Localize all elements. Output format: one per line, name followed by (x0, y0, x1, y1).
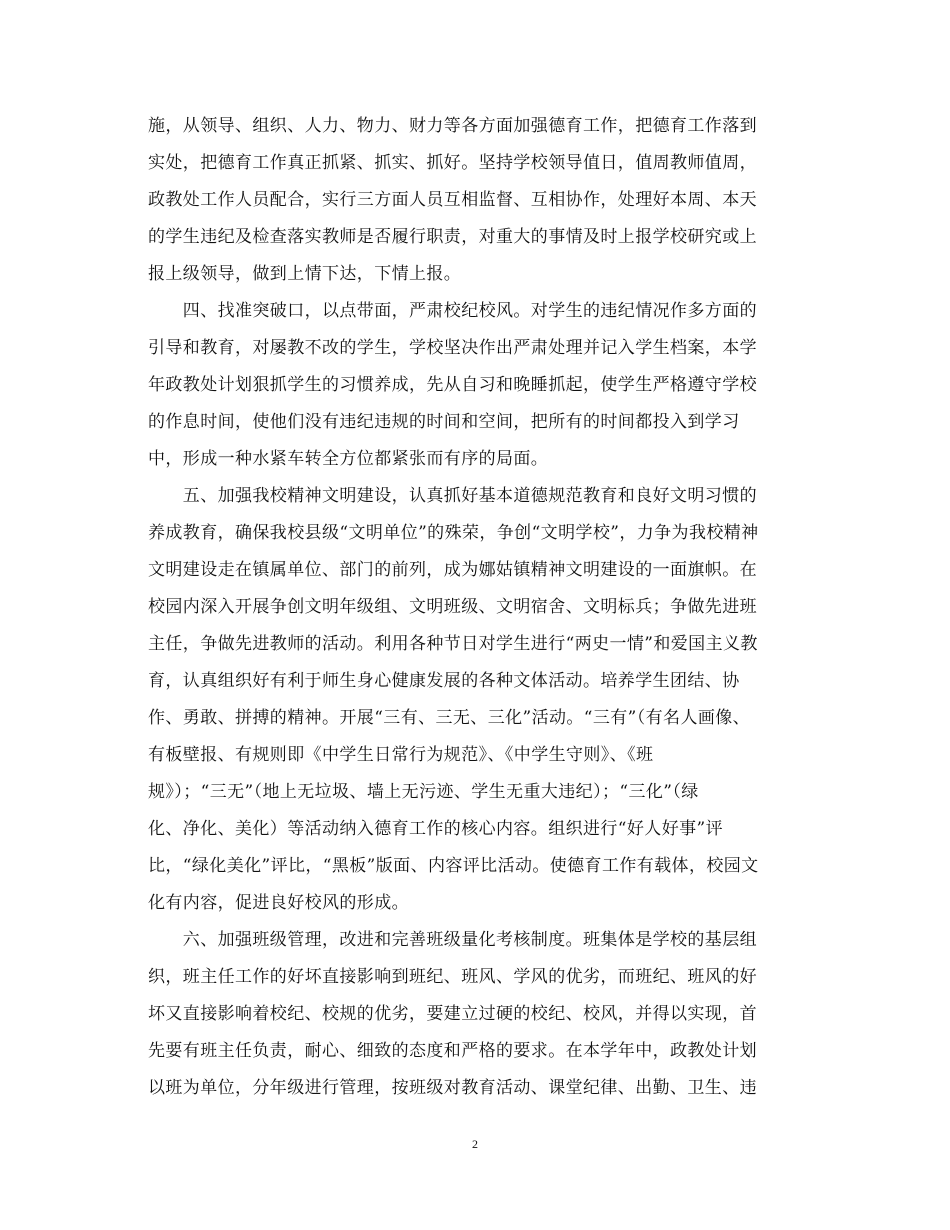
text-line: 政教处工作人员配合，实行三方面人员互相监督、互相协作，处理好本周、本天 (148, 190, 757, 210)
text-line: 年政教处计划狠抓学生的习惯养成，先从自习和晚睡抓起，使学生严格遵守学校 (148, 375, 757, 395)
text-line: 的学生违纪及检查落实教师是否履行职责，对重大的事情及时上报学校研究或上 (148, 227, 757, 247)
text-line: 四、找准突破口，以点带面，严肃校纪校风。对学生的违纪情况作多方面的 (148, 301, 757, 321)
text-line: 化有内容，促进良好校风的形成。 (148, 893, 409, 913)
text-line: 规》）；“三无”（地上无垃圾、墙上无污迹、学生无重大违纪）；“三化”（绿 (148, 782, 699, 802)
body-text (148, 108, 808, 1107)
text-line: 以班为单位，分年级进行管理，按班级对教育活动、课堂纪律、出勤、卫生、违 (148, 1078, 757, 1098)
text-line: 中，形成一种水紧车转全方位都紧张而有序的局面。 (148, 449, 549, 469)
text-line: 主任，争做先进教师的活动。利用各种节日对学生进行“两史一情”和爱国主义教 (148, 634, 758, 654)
text-line: 施，从领导、组织、人力、物力、财力等各方面加强德育工作，把德育工作落到 (148, 116, 757, 136)
text-line: 报上级领导，做到上情下达，下情上报。 (148, 264, 462, 284)
page-number: 2 (472, 1137, 478, 1151)
text-line: 引导和教育，对屡教不改的学生，学校坚决作出严肃处理并记入学生档案，本学 (148, 338, 757, 358)
text-line: 六、加强班级管理，改进和完善班级量化考核制度。班集体是学校的基层组 (148, 930, 757, 950)
text-line: 育，认真组织好有利于师生身心健康发展的各种文体活动。培养学生团结、协 (148, 671, 740, 691)
text-line: 先要有班主任负责，耐心、细致的态度和严格的要求。在本学年中，政教处计划 (148, 1041, 757, 1061)
text-line: 实处，把德育工作真正抓紧、抓实、抓好。坚持学校领导值日，值周教师值周， (148, 153, 757, 173)
text-line: 坏又直接影响着校纪、校规的优劣，要建立过硬的校纪、校风，并得以实现，首 (148, 1004, 757, 1024)
text-line: 校园内深入开展争创文明年级组、文明班级、文明宿舍、文明标兵；争做先进班 (148, 597, 757, 617)
text-line: 作、勇敢、拼搏的精神。开展“三有、三无、三化”活动。“三有”（有名人画像、 (148, 708, 751, 728)
text-line: 比，“绿化美化”评比，“黑板”版面、内容评比活动。使德育工作有载体，校园文 (148, 856, 759, 876)
text-line: 织，班主任工作的好坏直接影响到班纪、班风、学风的优劣，而班纪、班风的好 (148, 967, 757, 987)
text-line: 的作息时间，使他们没有违纪违规的时间和空间，把所有的时间都投入到学习 (148, 412, 740, 432)
text-line: 养成教育，确保我校县级“文明单位”的殊荣，争创“文明学校”，力争为我校精神 (148, 523, 759, 543)
text-line: 文明建设走在镇属单位、部门的前列，成为娜姑镇精神文明建设的一面旗帜。在 (148, 560, 757, 580)
text-line: 有板壁报、有规则即《中学生日常行为规范》、《中学生守则》、《班 (148, 745, 654, 765)
text-line: 五、加强我校精神文明建设，认真抓好基本道德规范教育和良好文明习惯的 (148, 486, 757, 506)
text-line: 化、净化、美化）等活动纳入德育工作的核心内容。组织进行“好人好事”评 (148, 819, 723, 839)
